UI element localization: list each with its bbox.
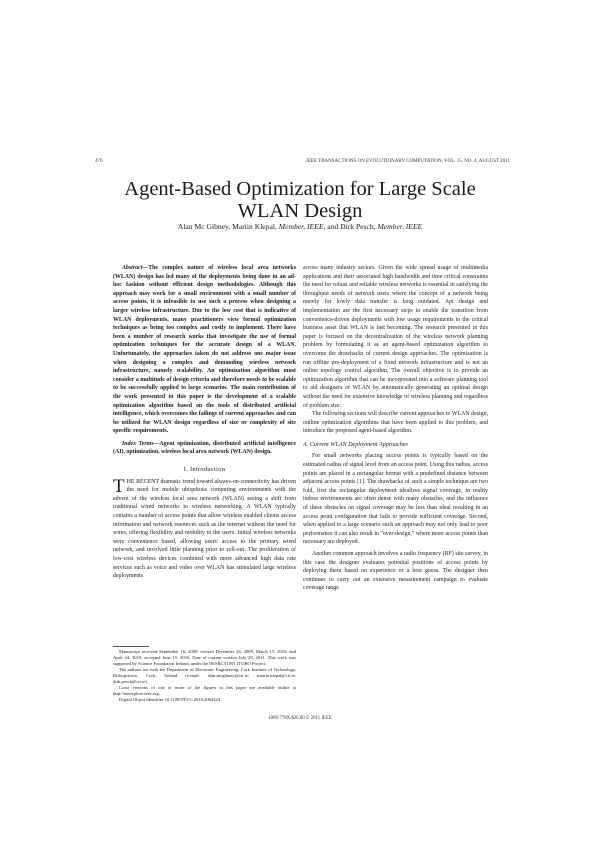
index-terms-text: Agent optimization, distributed artificial intelligence (AI), optimization, wireless local area network (WLAN) design. [113,440,296,456]
author-line [0,222,600,231]
author-membership-2: Member, IEEE [377,222,423,231]
journal-header: IEEE TRANSACTIONS ON EVOLUTIONARY COMPUTATION, VOL. 15, NO. 4, AUGUST 2011 [306,159,510,164]
subsection-heading: A. Current WLAN Deployment Approaches [303,441,408,448]
footnote-color: Color versions of one or more of the figures in this paper are available online at http://ieeexplore.ieee.org. [113,685,296,696]
author-names-1: Alan Mc Gibney, Martin Klepal, [177,222,277,231]
footnote-manuscript: Manuscript received September 16, 2009; revised December 26, 2009, March 15, 2010, and April 24, 2010; accepted June 15, 2010. Date of current version July 29, 2011. This work was supported by Science Foundation Ireland, under the 06/SRC/I1091 ITOBO Project. [113,649,296,666]
abstract [113,264,296,436]
footnote-authors: The authors are with the Department of Electronic Engineering, Cork Institute of Technology, Bishopstown, Cork, Ireland (e-mail: alan.mcgibney@cit.ie; martin.klepal@cit.ie; dirk.pesch@cit.ie). [113,667,296,684]
right-paragraph-3: For small networks placing access points is typically based on the estimated radius of signal level from an access point. Using this radius, access points are placed in a rectangular format with a predefined distance between adjacent access points [1]. The drawbacks of such a simple technique are two fold, first the rectangular deployment idealizes signal coverage, in reality indoor environments are often dense with many obstacles, and the influence of these obstacles on signal coverage may be less than ideal resulting in an access point configuration that fails to provide sufficient coverage. Second, when applied to a large scenario such an approach may not only lead to poor performance it can also result in "over-design," where more access points than necessary are deployed. [303,453,488,546]
index-terms-label: Index Terms— [122,440,160,447]
title-line-1: Agent-Based Optimization for Large Scale [124,178,476,200]
abstract-label: Abstract— [122,265,149,271]
right-paragraph-2: The following sections will describe current approaches to WLAN design, outline optimization algorithms that have been applied to this problem, and introduce the proposed agent-based algorithm. [303,411,488,435]
author-names-2: and Dirk Pesch, [327,222,376,231]
footnote-doi: Digital Object Identifier 10.1109/TEVC.2010.2064324 [119,697,221,702]
footnotes [113,649,296,703]
right-paragraph-4: Another common approach involves a radio frequency (RF) site survey, in this case the designer evaluates potential positions of access points by deploying them based on experience or a best guess. The designer then continues to carry out an extensive measurement campaign to evaluate coverage range [303,551,488,592]
author-membership-1: Member, IEEE, [278,222,326,231]
intro-text: dramatic trend toward always-on-connectivity has driven the need for mobile ubiquitous computing environments with the advent of the wireless local area network (WLAN) seeing a shift from traditional wired networks to wireless networking. A WLAN typically contains a number of access points that allow wireless enabled clients access information and network resources such as the internet without the need for wires, offering flexibility and mobility to the users. Initial wireless networks were convenience based, allowing users' access to the primary wired network, and involved little planning prior to roll-out. The proliferation of low-cost wireless devices combined with more advanced high data rate services such as voice and video over WLAN has stimulated large wireless deployments [113,478,296,580]
title-line-2: WLAN Design [237,200,363,222]
introduction-paragraph [113,475,296,581]
right-paragraph-1: across many industry sectors. Given the wide spread usage of multimedia applications and their associated high bandwidth and time critical constraints the need for robust and reliable wireless networks is essential in satisfying the throughput needs of network users where the concept of a network being merely for lowly data transfer is long outdated. Apt design and implementation are the first necessary steps to enable the transition from convenience-driven deployments with low usage requirements to the critical business asset that WLAN is fast becoming. The research presented in this paper is focused on the decentralization of the wireless network planning problem by formulating it as an agent-based optimization algorithm to overcome the drawbacks of current design approaches. The optimization is run offline pre-deployment of a fixed network infrastructure and is not an online topology control algorithm. The overall objective is to provide an optimization algorithm that can be incorporated into a software planning tool to aid designers of WLAN by automatically generating an optimal design without the need for extensive knowledge of wireless planning and regardless of problem size. [303,265,488,409]
page-number: 470 [95,159,103,164]
abstract-text: The complex nature of wireless local area networks (WLAN) design has led many of the deployments being done in an ad-hoc fashion without efficient design methodologies. Although this approach may work for a small environment with a small number of access points, it is infeasible to use such a process when designing a larger wireless infrastructure. Due to the low cost that is indicative of WLAN deployments, many practitioners view formal optimization techniques as being too complex and costly to implement. There have been a number of research works that investigate the use of formal optimization techniques for the accurate design of a WLAN. Unfortunately, the approaches taken do not address one major issue when designing a complex and demanding wireless network infrastructure, namely scalability. An optimization algorithm must consider a multitude of design criteria and therefore needs to be scalable to be successfully applied to large scenarios. The main contribution of the work presented in this paper is the development of a scalable optimization algorithm based on the tools of distributed artificial intelligence, which overcomes the failings of current approaches and can be utilized for WLAN design regardless of size or complexity of site specific requirements. [113,265,296,435]
index-terms [113,440,296,457]
left-column [113,264,296,581]
drop-cap: T [113,475,125,497]
right-column [303,264,488,593]
paper-title [0,178,600,222]
copyright-line: 1089-778X/$26.00 © 2011 IEEE [268,716,332,721]
footnote-rule [113,646,149,647]
section-heading-introduction: I. Introduction [183,466,226,474]
intro-lead-caps: HE RECENT [126,478,159,485]
